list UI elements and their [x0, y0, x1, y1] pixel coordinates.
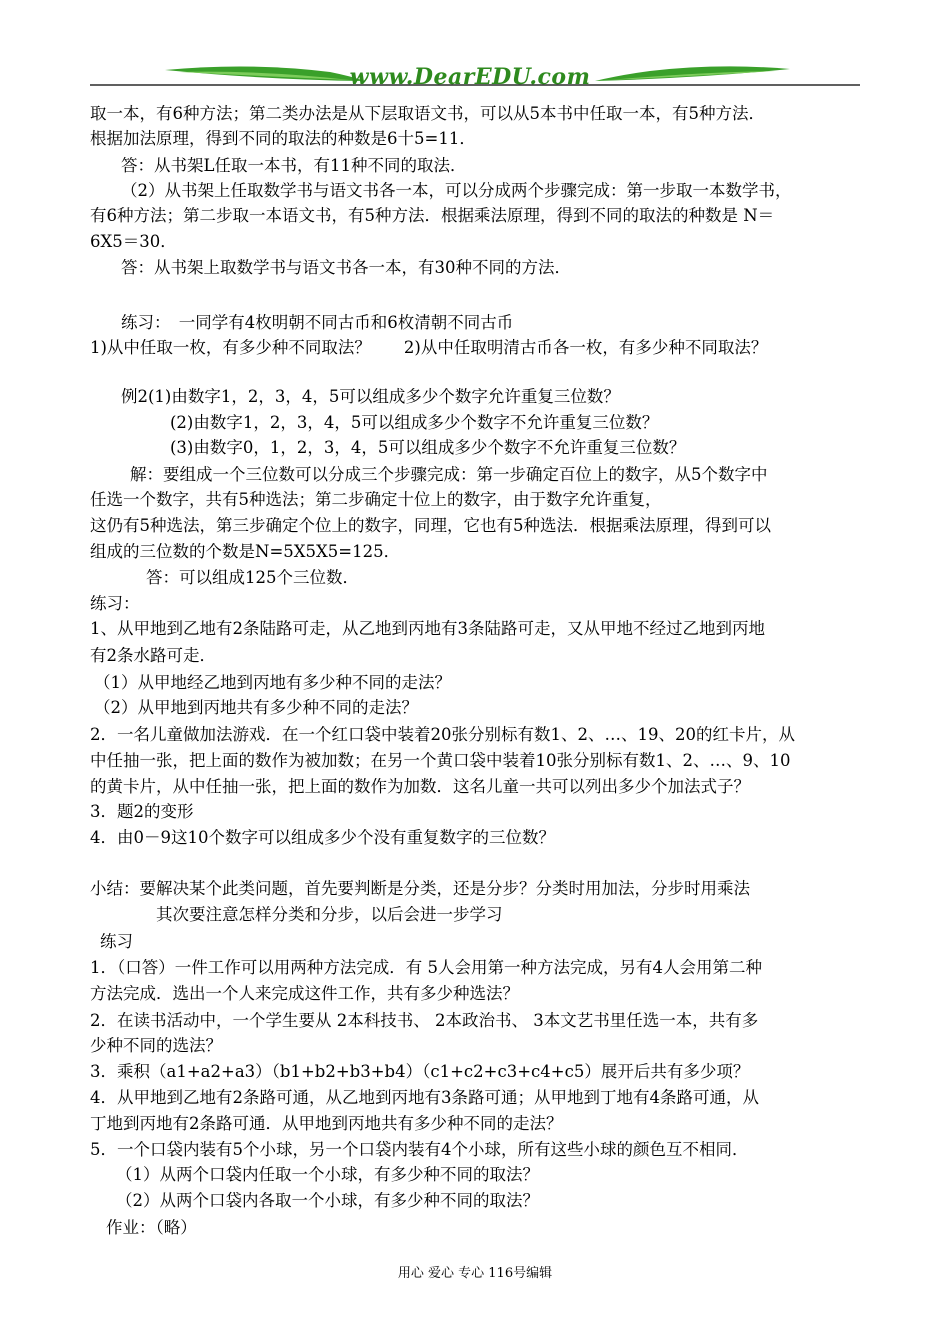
text-line: （2）从两个口袋内各取一个小球，有多少种不同的取法？	[116, 1191, 539, 1210]
text-line: 方法完成．选出一个人来完成这件工作，共有多少种选法？	[90, 984, 519, 1003]
text-line: 2．一名儿童做加法游戏．在一个红口袋中装着20张分别标有数1、2、…、19、20的红卡片，从	[90, 725, 795, 744]
text-line: 任选一个数字，共有5种选法；第二步确定十位上的数字，由于数字允许重复，	[90, 490, 662, 509]
text-line: （1）从两个口袋内任取一个小球，有多少种不同的取法？	[116, 1165, 539, 1184]
text-line: 2．在读书活动中，一个学生要从 2本科技书、 2本政治书、 3本文艺书里任选一本，共有多	[90, 1011, 759, 1030]
text-line: 作业：（略）	[106, 1218, 197, 1237]
text-line: （2）从甲地到丙地共有多少种不同的走法？	[94, 698, 418, 717]
text-line: （1）从甲地经乙地到丙地有多少种不同的走法？	[94, 673, 451, 692]
text-line: 有2条水路可走．	[90, 646, 216, 665]
text-line: 有6种方法；第二步取一本语文书，有5种方法．根据乘法原理，得到不同的取法的种数是 N＝	[90, 206, 775, 225]
text-line: 丁地到丙地有2条路可通．从甲地到丙地共有多少种不同的走法？	[90, 1114, 563, 1133]
site-header	[0, 58, 950, 98]
text-line: 答：从书架L任取一本书，有11种不同的取法．	[121, 156, 467, 175]
text-line: 小结：要解决某个此类问题，首先要判断是分类，还是分步？分类时用加法，分步时用乘法	[90, 879, 750, 898]
text-line: 1．（口答）一件工作可以用两种方法完成．有 5人会用第一种方法完成，另有4人会用第二种	[90, 958, 762, 977]
text-line: (3)由数字0，1，2，3，4，5可以组成多少个数字不允许重复三位数？	[170, 438, 686, 457]
text-line: 4．由0－9这10个数字可以组成多少个没有重复数字的三位数？	[90, 828, 555, 847]
text-line: 例2(1)由数字1，2，3，4，5可以组成多少个数字允许重复三位数？	[121, 387, 620, 406]
text-line: 6X5＝30．	[90, 232, 177, 251]
text-line: 3．乘积（a1+a2+a3）（b1+b2+b3+b4）（c1+c2+c3+c4+c5）展开后共有多少项？	[90, 1062, 750, 1081]
text-line: 答：从书架上取数学书与语文书各一本，有30种不同的方法．	[121, 258, 571, 277]
site-logo[interactable]: www.DearEDU.com	[349, 64, 591, 90]
text-line: 练习： 一同学有4枚明朝不同古币和6枚清朝不同古币	[121, 313, 514, 332]
text-line: 这仍有5种选法，第三步确定个位上的数字，同理，它也有5种选法．根据乘法原理，得到可以	[90, 516, 771, 535]
text-line: 5．一个口袋内装有5个小球，另一个口袋内装有4个小球，所有这些小球的颜色互不相同．	[90, 1140, 749, 1159]
text-line: 3．题2的变形	[90, 802, 194, 821]
text-line: (2)由数字1，2，3，4，5可以组成多少个数字不允许重复三位数？	[170, 413, 659, 432]
text-line: 解：要组成一个三位数可以分成三个步骤完成：第一步确定百位上的数字，从5个数字中	[130, 465, 768, 484]
text-line: （2）从书架上任取数学书与语文书各一本，可以分成两个步骤完成：第一步取一本数学书，	[121, 181, 792, 200]
text-line: 练习	[100, 932, 133, 951]
text-line: 练习：	[90, 594, 140, 613]
text-line: 组成的三位数的个数是N=5X5X5=125．	[90, 542, 401, 561]
text-line: 其次要注意怎样分类和分步，以后会进一步学习	[156, 905, 503, 924]
text-line: 1、从甲地到乙地有2条陆路可走，从乙地到丙地有3条陆路可走，又从甲地不经过乙地到丙地	[90, 619, 765, 638]
text-line: 取一本，有6种方法；第二类办法是从下层取语文书，可以从5本书中任取一本，有5种方法．	[90, 104, 765, 123]
text-line: 的黄卡片，从中任抽一张，把上面的数作为加数．这名儿童一共可以列出多少个加法式子？	[90, 777, 750, 796]
text-line: 1)从中任取一枚，有多少种不同取法？ 2)从中任取明清古币各一枚，有多少种不同取法？	[90, 338, 768, 357]
page-footer: 用心 爱心 专心 116号编辑	[397, 1266, 553, 1281]
text-line: 4．从甲地到乙地有2条路可通，从乙地到丙地有3条路可通；从甲地到丁地有4条路可通，从	[90, 1088, 759, 1107]
text-line: 根据加法原理，得到不同的取法的种数是6十5=11．	[90, 129, 476, 148]
text-line: 少种不同的选法？	[90, 1036, 222, 1055]
text-line: 中任抽一张，把上面的数作为被加数；在另一个黄口袋中装着10张分别标有数1、2、…、9、10	[90, 751, 791, 770]
text-line: 答：可以组成125个三位数．	[146, 568, 359, 587]
